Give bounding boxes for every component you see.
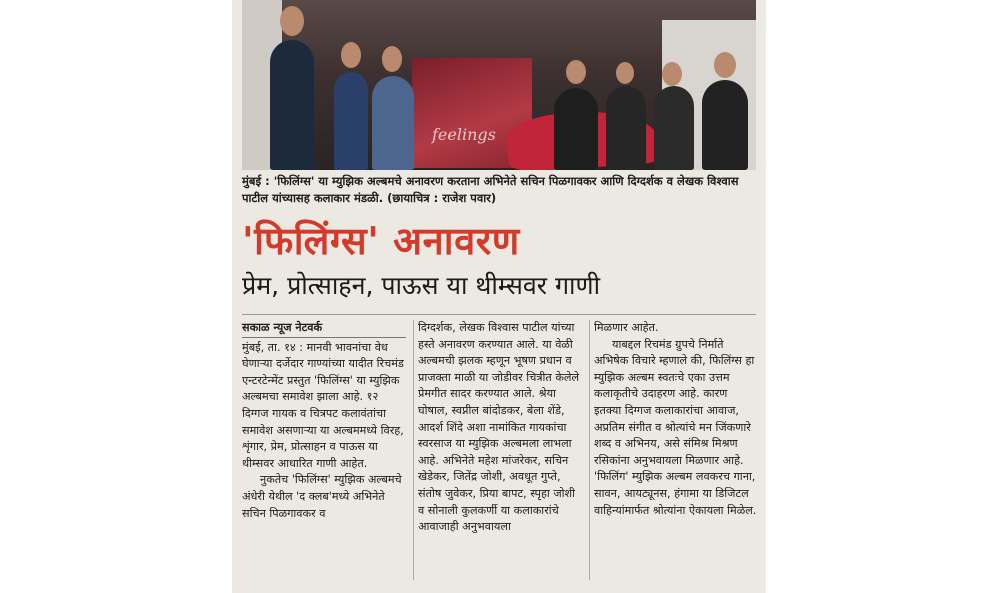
article-column-1 bbox=[242, 320, 406, 522]
person-head bbox=[382, 46, 402, 72]
article-column-2 bbox=[418, 320, 582, 536]
paragraph: नुकतेच 'फिलिंग्स' म्युझिक अल्बमचे अंधेरी येथील 'द क्लब'मध्ये अभिनेते सचिन पिळगावकर व bbox=[242, 473, 402, 520]
article-column-3 bbox=[594, 320, 758, 519]
person-head bbox=[662, 62, 682, 86]
person-head bbox=[714, 52, 736, 78]
byline: सकाळ न्यूज नेटवर्क bbox=[242, 320, 406, 338]
person-figure bbox=[606, 86, 646, 170]
person-figure bbox=[372, 76, 414, 170]
person-figure bbox=[702, 80, 748, 170]
article-body bbox=[242, 320, 756, 590]
person-figure bbox=[554, 88, 598, 170]
photo-caption: मुंबई : 'फिलिंग्स' या म्युझिक अल्बमचे अनावरण करताना अभिनेते सचिन पिळगावकर आणि दिग्दर्शक व लेखक विश्वास पाटील यांच्यासह कलाकार मंडळी. (छायाचित्र : राजेश पवार) bbox=[242, 174, 739, 205]
headline: 'फिलिंग्स' अनावरण bbox=[242, 219, 520, 263]
banner-text: feelings bbox=[432, 125, 496, 144]
subheadline: प्रेम, प्रोत्साहन, पाऊस या थीम्सवर गाणी bbox=[242, 271, 601, 300]
paragraph: मिळणार आहेत. bbox=[594, 321, 659, 334]
paragraph: दिग्दर्शक, लेखक विश्वास पाटील यांच्या हस्ते अनावरण करण्यात आले. या वेळी अल्बमची झलक म्हणून भूषण प्रधान व प्राजक्ता माळी या जोडीवर चित्रीत केलेले प्रेमगीत सादर करण्यात आले. श्रेया घोषाल, स्वप्नील बांदोडकर, बेला शेंडे, आदर्श शिंदे अशा नामांकित गायकांचा स्वरसाज या म्युझिक अल्बमला लाभला आहे. अभिनेते महेश मांजरेकर, सचिन खेडेकर, जितेंद्र जोशी, अवधूत गुप्ते, संतोष जुवेकर, प्रिया बापट, स्पृहा जोशी व सोनाली कुलकर्णी या कलाकारांचे आवाजाही अनुभवायला bbox=[418, 321, 580, 534]
person-head bbox=[341, 42, 361, 68]
paragraph: मुंबई, ता. १४ : मानवी भावनांचा वेध घेणाऱ्या दर्जेदार गाण्यांच्या यादीत रिचमंड एन्टरटेन्मेंट प्रस्तुत 'फिलिंग्स' या म्युझिक अल्बमचा समावेश झाला आहे. १२ दिग्गज गायक व चित्रपट कलावंतांचा समावेश असणाऱ्या या अल्बममध्ये विरह, शृंगार, प्रेम, प्रोत्साहन व पाऊस या थीम्सवर आधारित गाणी आहेत. bbox=[242, 340, 404, 470]
divider bbox=[242, 314, 756, 315]
person-figure bbox=[334, 72, 368, 170]
person-head bbox=[280, 6, 304, 36]
person-head bbox=[566, 60, 586, 84]
paragraph: याबद्दल रिचमंड ग्रुपचे निर्माते अभिषेक विचारे म्हणाले की, फिलिंग्स हा म्युझिक अल्बम स्वतःचे एका उत्तम कलाकृतीचे उदाहरण आहे. कारण इतक्या दिग्गज कलाकारांचा आवाज, अप्रतिम संगीत व श्रोत्यांचे मन जिंकणारे शब्द व अभिनय, असे संमिश्र मिश्रण रसिकांना अनुभवायला मिळणार आहे. 'फिलिंग' म्युझिक अल्बम लवकरच गाना, सावन, आयट्यूनस, हंगामा या डिजिटल वाहिन्यांमार्फत श्रोत्यांना ऐकायला मिळेल. bbox=[594, 337, 757, 517]
person-head bbox=[616, 62, 634, 84]
person-figure bbox=[654, 86, 694, 170]
event-photo bbox=[242, 0, 756, 170]
newspaper-clipping bbox=[232, 0, 766, 593]
person-figure bbox=[270, 40, 314, 170]
